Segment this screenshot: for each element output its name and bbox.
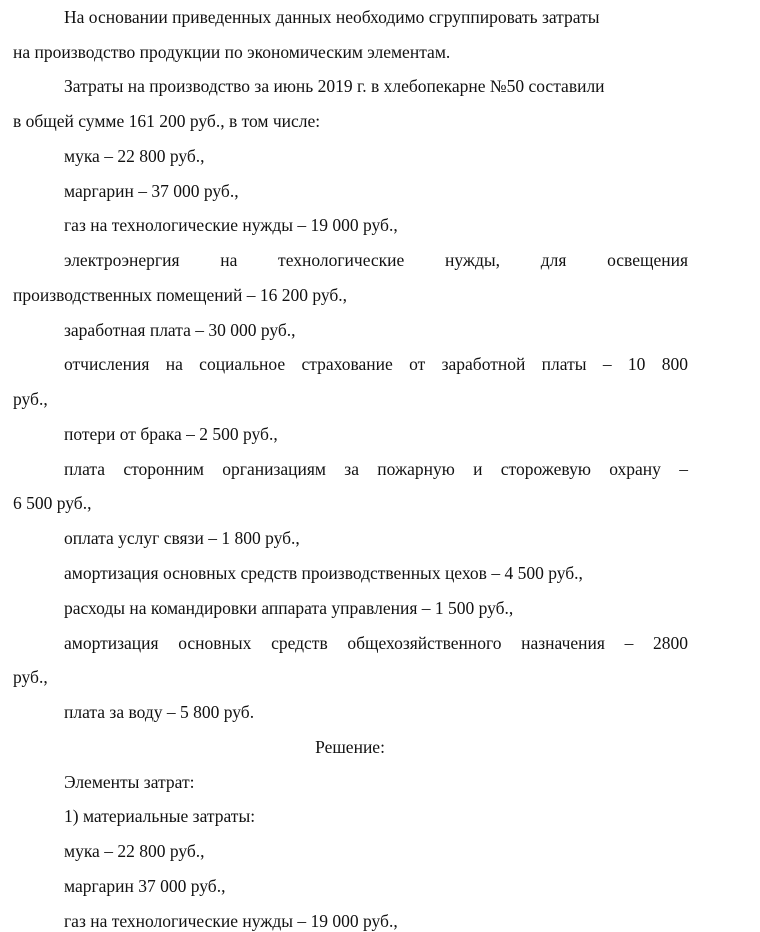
text-line: 1) материальные затраты: [64, 806, 256, 826]
text-line: производственных помещений – 16 200 руб., [13, 285, 348, 305]
list-item: мука – 22 800 руб., [64, 146, 205, 166]
list-item: заработная плата – 30 000 руб., [64, 320, 296, 340]
list-item: плата за воду – 5 800 руб. [64, 702, 255, 722]
text-line: На основании приведенных данных необходимо сгруппировать затраты [64, 7, 600, 27]
text-line: Элементы затрат: [64, 772, 195, 792]
list-item: газ на технологические нужды – 19 000 руб., [64, 215, 398, 235]
list-item: плата сторонним организациям за пожарную и сторожевую охрану – [64, 459, 688, 479]
list-item: газ на технологические нужды – 19 000 руб., [64, 911, 398, 931]
list-item: отчисления на социальное страхование от заработной платы – 10 800 [64, 354, 688, 374]
list-item: расходы на командировки аппарата управления – 1 500 руб., [64, 598, 514, 618]
text-line: Затраты на производство за июнь 2019 г. в хлебопекарне №50 составили [64, 76, 605, 96]
text-line: 6 500 руб., [13, 493, 92, 513]
text-line: руб., [13, 389, 48, 409]
list-item: маргарин 37 000 руб., [64, 876, 226, 896]
list-item: мука – 22 800 руб., [64, 841, 205, 861]
list-item: амортизация основных средств общехозяйственного назначения – 2800 [64, 633, 688, 653]
text-line: руб., [13, 667, 48, 687]
list-item: маргарин – 37 000 руб., [64, 181, 239, 201]
section-heading: Решение: [315, 737, 385, 757]
list-item: потери от брака – 2 500 руб., [64, 424, 278, 444]
text-line: в общей сумме 161 200 руб., в том числе: [13, 111, 321, 131]
list-item: амортизация основных средств производственных цехов – 4 500 руб., [64, 563, 583, 583]
list-item: оплата услуг связи – 1 800 руб., [64, 528, 300, 548]
text-line: на производство продукции по экономическим элементам. [13, 42, 451, 62]
list-item: электроэнергия на технологические нужды, для освещения [64, 250, 688, 270]
